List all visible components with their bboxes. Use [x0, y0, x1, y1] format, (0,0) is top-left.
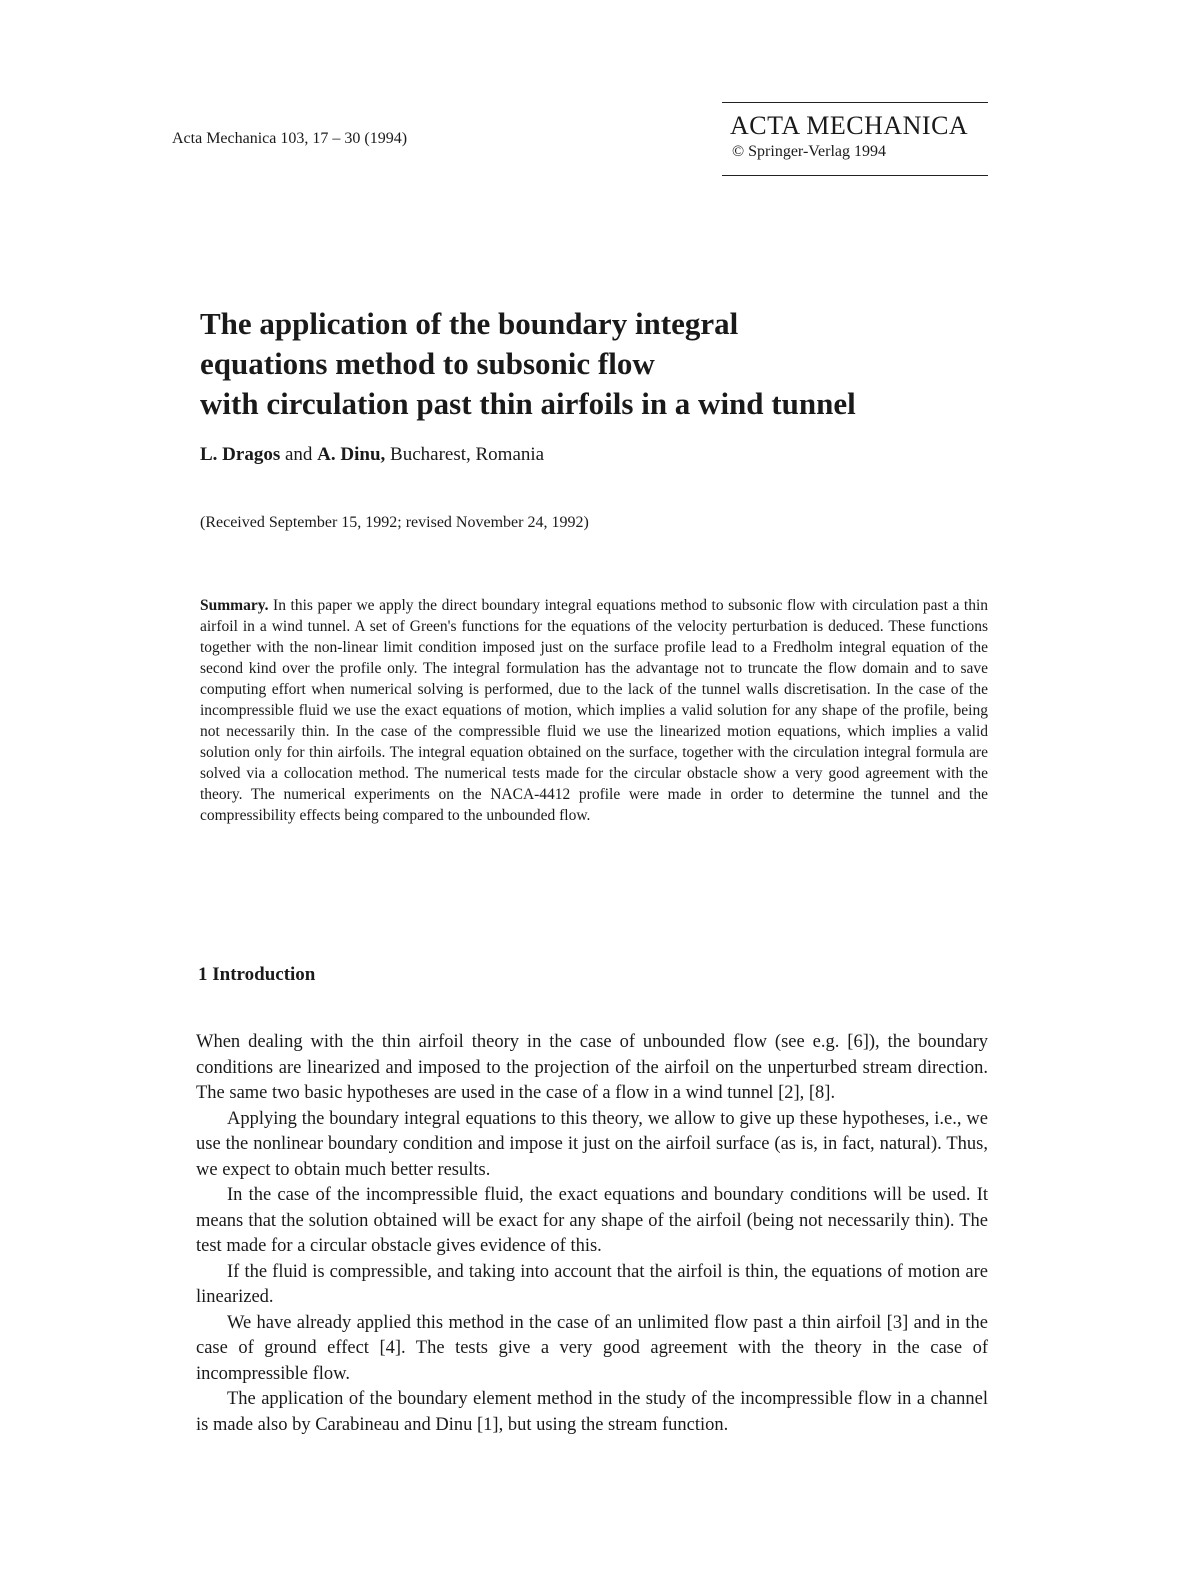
received-dates: (Received September 15, 1992; revised November 24, 1992)	[200, 514, 589, 531]
journal-citation: Acta Mechanica 103, 17 – 30 (1994)	[172, 130, 408, 147]
journal-masthead	[722, 102, 988, 176]
paper-title	[200, 304, 1000, 424]
author-2: A. Dinu,	[317, 444, 386, 465]
paragraph: Applying the boundary integral equations to this theory, we allow to give up these hypotheses, i.e., we use the nonlinear boundary condition and impose it just on the airfoil surface (as is, in fact, natural). Thus, we expect to obtain much better results.	[196, 1108, 988, 1180]
author-1: L. Dragos	[200, 444, 281, 465]
section-heading-introduction: 1 Introduction	[198, 964, 316, 985]
masthead-bottom-rule	[722, 175, 988, 176]
abstract	[200, 595, 988, 826]
title-line-3: with circulation past thin airfoils in a wind tunnel	[200, 386, 856, 421]
journal-name: ACTA MECHANICA	[730, 111, 969, 140]
paragraph: We have already applied this method in the case of an unlimited flow past a thin airfoil [3] and in the case of ground effect [4]. The tests give a very good agreement with the theory in the case of incompressible flow.	[196, 1312, 988, 1384]
masthead-top-rule	[722, 102, 988, 103]
title-line-1: The application of the boundary integral	[200, 306, 739, 341]
introduction-body	[196, 1030, 988, 1438]
author-affiliation: Bucharest, Romania	[390, 444, 545, 465]
author-line	[200, 444, 544, 466]
paragraph: The application of the boundary element method in the study of the incompressible flow in a channel is made also by Carabineau and Dinu [1], but using the stream function.	[196, 1389, 988, 1435]
paragraph: In the case of the incompressible fluid, the exact equations and boundary conditions will be used. It means that the solution obtained will be exact for any shape of the airfoil (being not necessarily thin). The test made for a circular obstacle gives evidence of this.	[196, 1185, 988, 1256]
abstract-text: In this paper we apply the direct boundary integral equations method to subsonic flow with circulation past a thin airfoil in a wind tunnel. A set of Green's functions for the equations of the velocity perturbation is deduced. These functions together with the non-linear limit condition imposed just on the surface profile lead to a Fredholm integral equation of the second kind over the profile only. The integral formulation has the advantage not to truncate the flow domain and to save computing effort when numerical solving is performed, due to the lack of the tunnel walls discretisation. In the case of the incompressible fluid we use the exact equations of motion, which implies a valid solution for any shape of the profile, being not necessarily thin. In the case of the compressible fluid we use the linearized motion equations, which implies a valid solution only for thin airfoils. The integral equation obtained on the surface, together with the circulation integral formula are solved via a collocation method. The numerical tests made for the circular obstacle show a very good agreement with the theory. The numerical experiments on the NACA-4412 profile were made in order to determine the tunnel and the compressibility effects being compared to the unbounded flow.	[200, 597, 989, 824]
paragraph: If the fluid is compressible, and taking into account that the airfoil is thin, the equations of motion are linearized.	[196, 1261, 988, 1307]
title-line-2: equations method to subsonic flow	[200, 346, 655, 381]
abstract-label: Summary.	[200, 597, 269, 614]
paragraph: When dealing with the thin airfoil theory in the case of unbounded flow (see e.g. [6]), the boundary conditions are linearized and imposed to the projection of the airfoil on the unperturbed stream direction. The same two basic hypotheses are used in the case of a flow in a wind tunnel [2], [8].	[196, 1032, 988, 1103]
author-conjunction: and	[284, 444, 313, 465]
copyright-notice: © Springer-Verlag 1994	[732, 143, 887, 160]
